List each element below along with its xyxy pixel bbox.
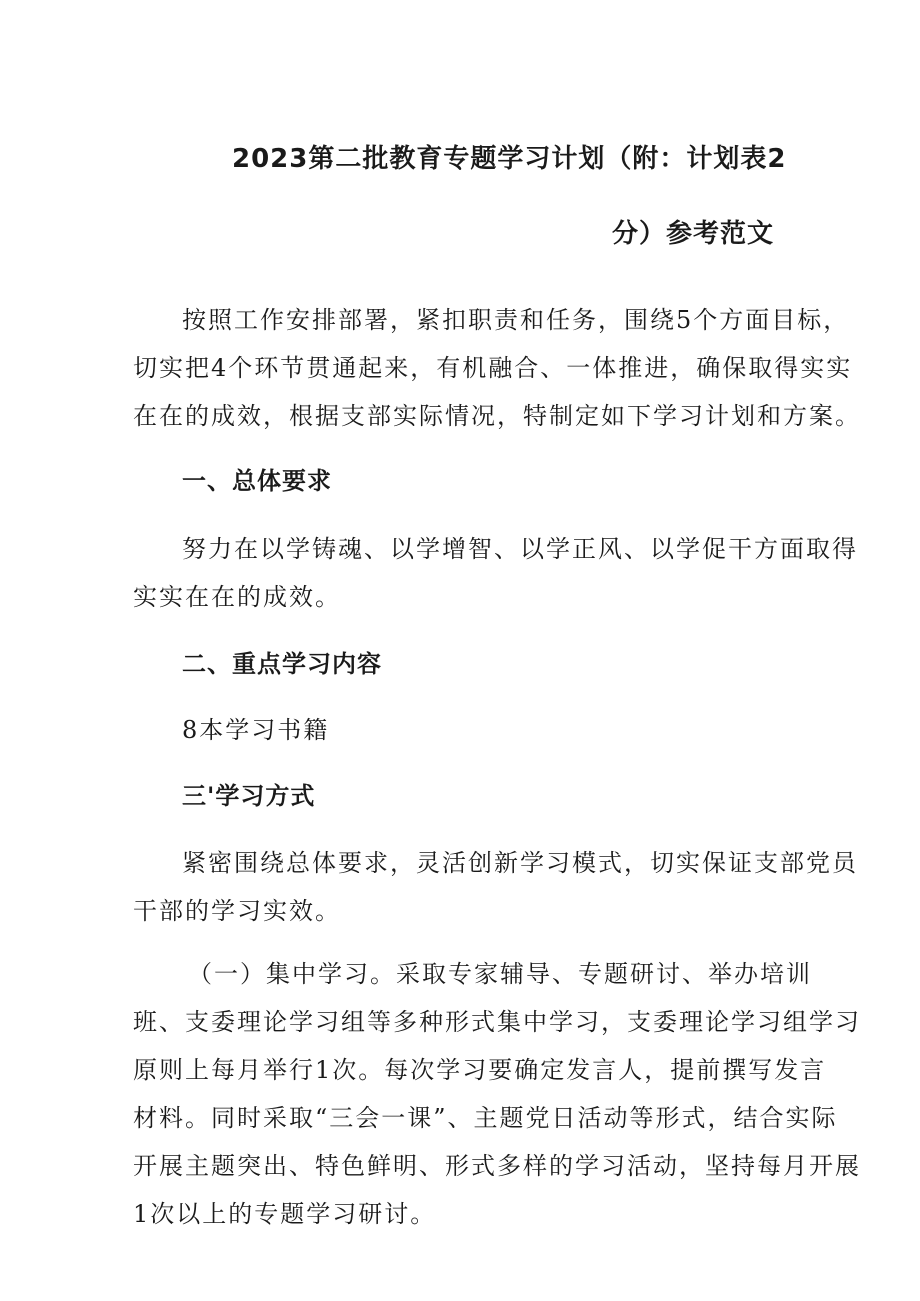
item1-line-5: 开展主题突出、特色鲜明、形式多样的学习活动，坚持每月开展 (133, 1152, 861, 1180)
item1-line-1: （一）集中学习。采取专家辅导、专题研讨、举办培训 (188, 960, 812, 988)
item1-line-4: 材料。同时采取“三会一课”、主题党日活动等形式，结合实际 (133, 1104, 838, 1132)
document-title-line-1: 2023第二批教育专题学习计划（附：计划表2 (232, 144, 787, 174)
item1-line-3: 原则上每月举行1次。每次学习要确定发言人，提前撰写发言 (133, 1056, 827, 1084)
document-title-line-2: 分）参考范文 (612, 219, 775, 249)
section1-body-line-2: 实实在在的成效。 (133, 583, 341, 611)
item1-line-6: 1次以上的专题学习研讨。 (133, 1200, 437, 1228)
section-heading-study-method: 三'学习方式 (182, 782, 316, 810)
intro-paragraph-line-1: 按照工作安排部署，紧扣职责和任务，围绕5个方面目标， (182, 306, 850, 334)
intro-paragraph-line-2: 切实把4个环节贯通起来，有机融合、一体推进，确保取得实实 (133, 354, 853, 382)
section3-body-line-1: 紧密围绕总体要求，灵活创新学习模式，切实保证支部党员 (182, 849, 858, 877)
section2-body-line-1: 8本学习书籍 (182, 716, 330, 744)
section1-body-line-1: 努力在以学铸魂、以学增智、以学正风、以学促干方面取得 (182, 535, 858, 563)
section3-body-line-2: 干部的学习实效。 (133, 897, 341, 925)
intro-paragraph-line-3: 在在的成效，根据支部实际情况，特制定如下学习计划和方案。 (133, 402, 861, 430)
item1-line-2: 班、支委理论学习组等多种形式集中学习，支委理论学习组学习 (133, 1008, 861, 1036)
section-heading-key-content: 二、重点学习内容 (182, 650, 382, 678)
section-heading-overall-requirements: 一、总体要求 (182, 467, 332, 495)
